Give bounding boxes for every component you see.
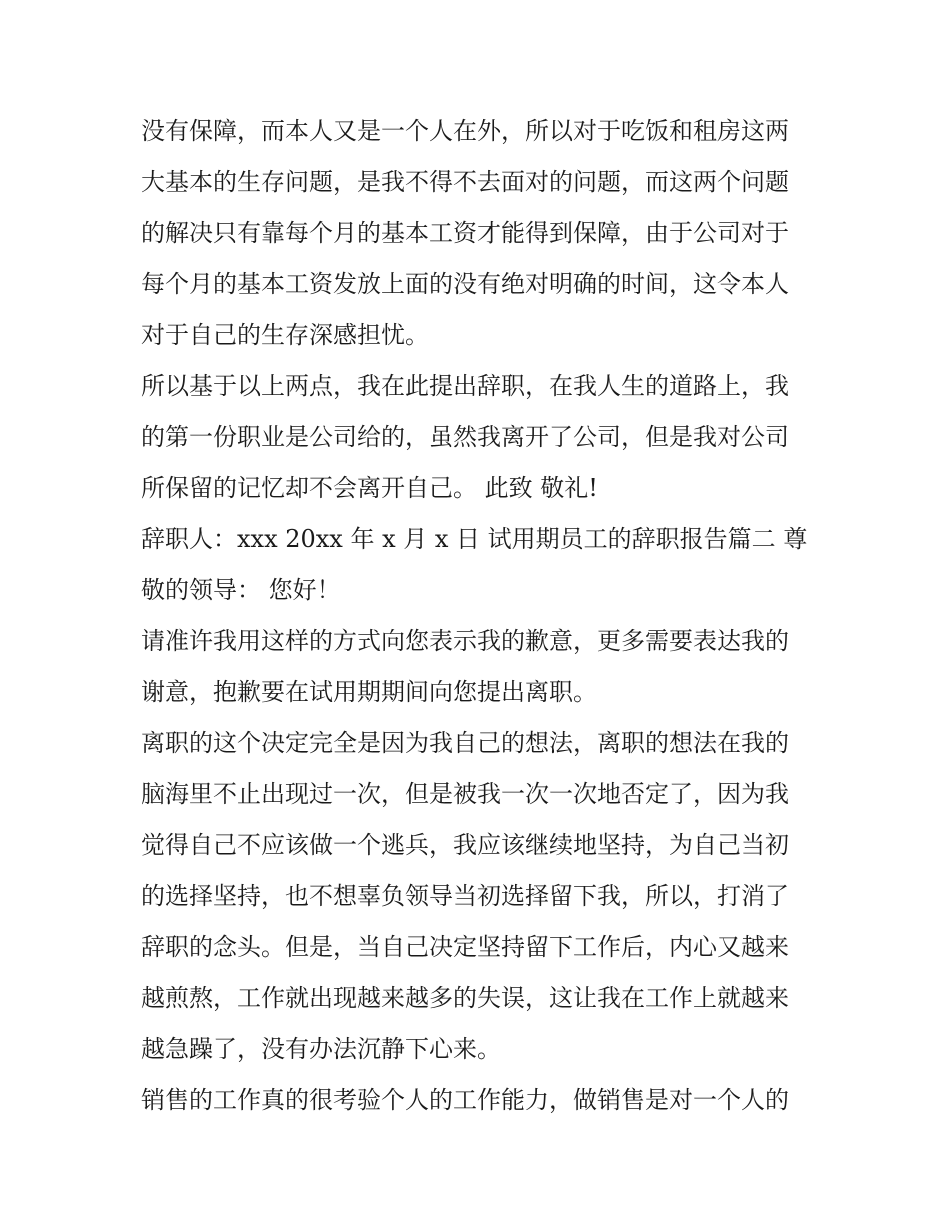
text-line: 对于自己的生存深感担忧。 bbox=[141, 321, 429, 349]
text-line: 越急躁了，没有办法沉静下心来。 bbox=[141, 1035, 501, 1063]
text-line: 每个月的基本工资发放上面的没有绝对明确的时间，这令本人 bbox=[141, 270, 789, 298]
text-line: 销售的工作真的很考验个人的工作能力，做销售是对一个人的 bbox=[141, 1086, 789, 1114]
text-line: 所保留的记忆却不会离开自己。 此致 敬礼! bbox=[141, 474, 598, 502]
text-line: 辞职人：xxx 20xx 年 x 月 x 日 试用期员工的辞职报告篇二 尊 bbox=[141, 525, 808, 553]
text-line: 大基本的生存问题，是我不得不去面对的问题，而这两个问题 bbox=[141, 168, 789, 196]
text-line: 的选择坚持，也不想辜负领导当初选择留下我，所以，打消了 bbox=[141, 882, 789, 910]
document-body bbox=[141, 106, 813, 1126]
text-line: 越煎熬，工作就出现越来越多的失误，这让我在工作上就越来 bbox=[141, 984, 789, 1012]
text-line: 的解决只有靠每个月的基本工资才能得到保障，由于公司对于 bbox=[141, 219, 789, 247]
text-line: 脑海里不止出现过一次，但是被我一次一次地否定了，因为我 bbox=[141, 780, 789, 808]
text-line: 离职的这个决定完全是因为我自己的想法，离职的想法在我的 bbox=[141, 729, 789, 757]
text-line: 敬的领导： 您好！ bbox=[141, 576, 341, 604]
text-line: 请准许我用这样的方式向您表示我的歉意，更多需要表达我的 bbox=[141, 627, 789, 655]
text-line: 觉得自己不应该做一个逃兵，我应该继续地坚持，为自己当初 bbox=[141, 831, 789, 859]
text-line: 谢意，抱歉要在试用期期间向您提出离职。 bbox=[141, 678, 597, 706]
text-line: 的第一份职业是公司给的，虽然我离开了公司，但是我对公司 bbox=[141, 423, 789, 451]
text-line: 所以基于以上两点，我在此提出辞职，在我人生的道路上，我 bbox=[141, 372, 789, 400]
text-line: 没有保障，而本人又是一个人在外，所以对于吃饭和租房这两 bbox=[141, 117, 789, 145]
text-line: 辞职的念头。但是，当自己决定坚持留下工作后，内心又越来 bbox=[141, 933, 789, 961]
